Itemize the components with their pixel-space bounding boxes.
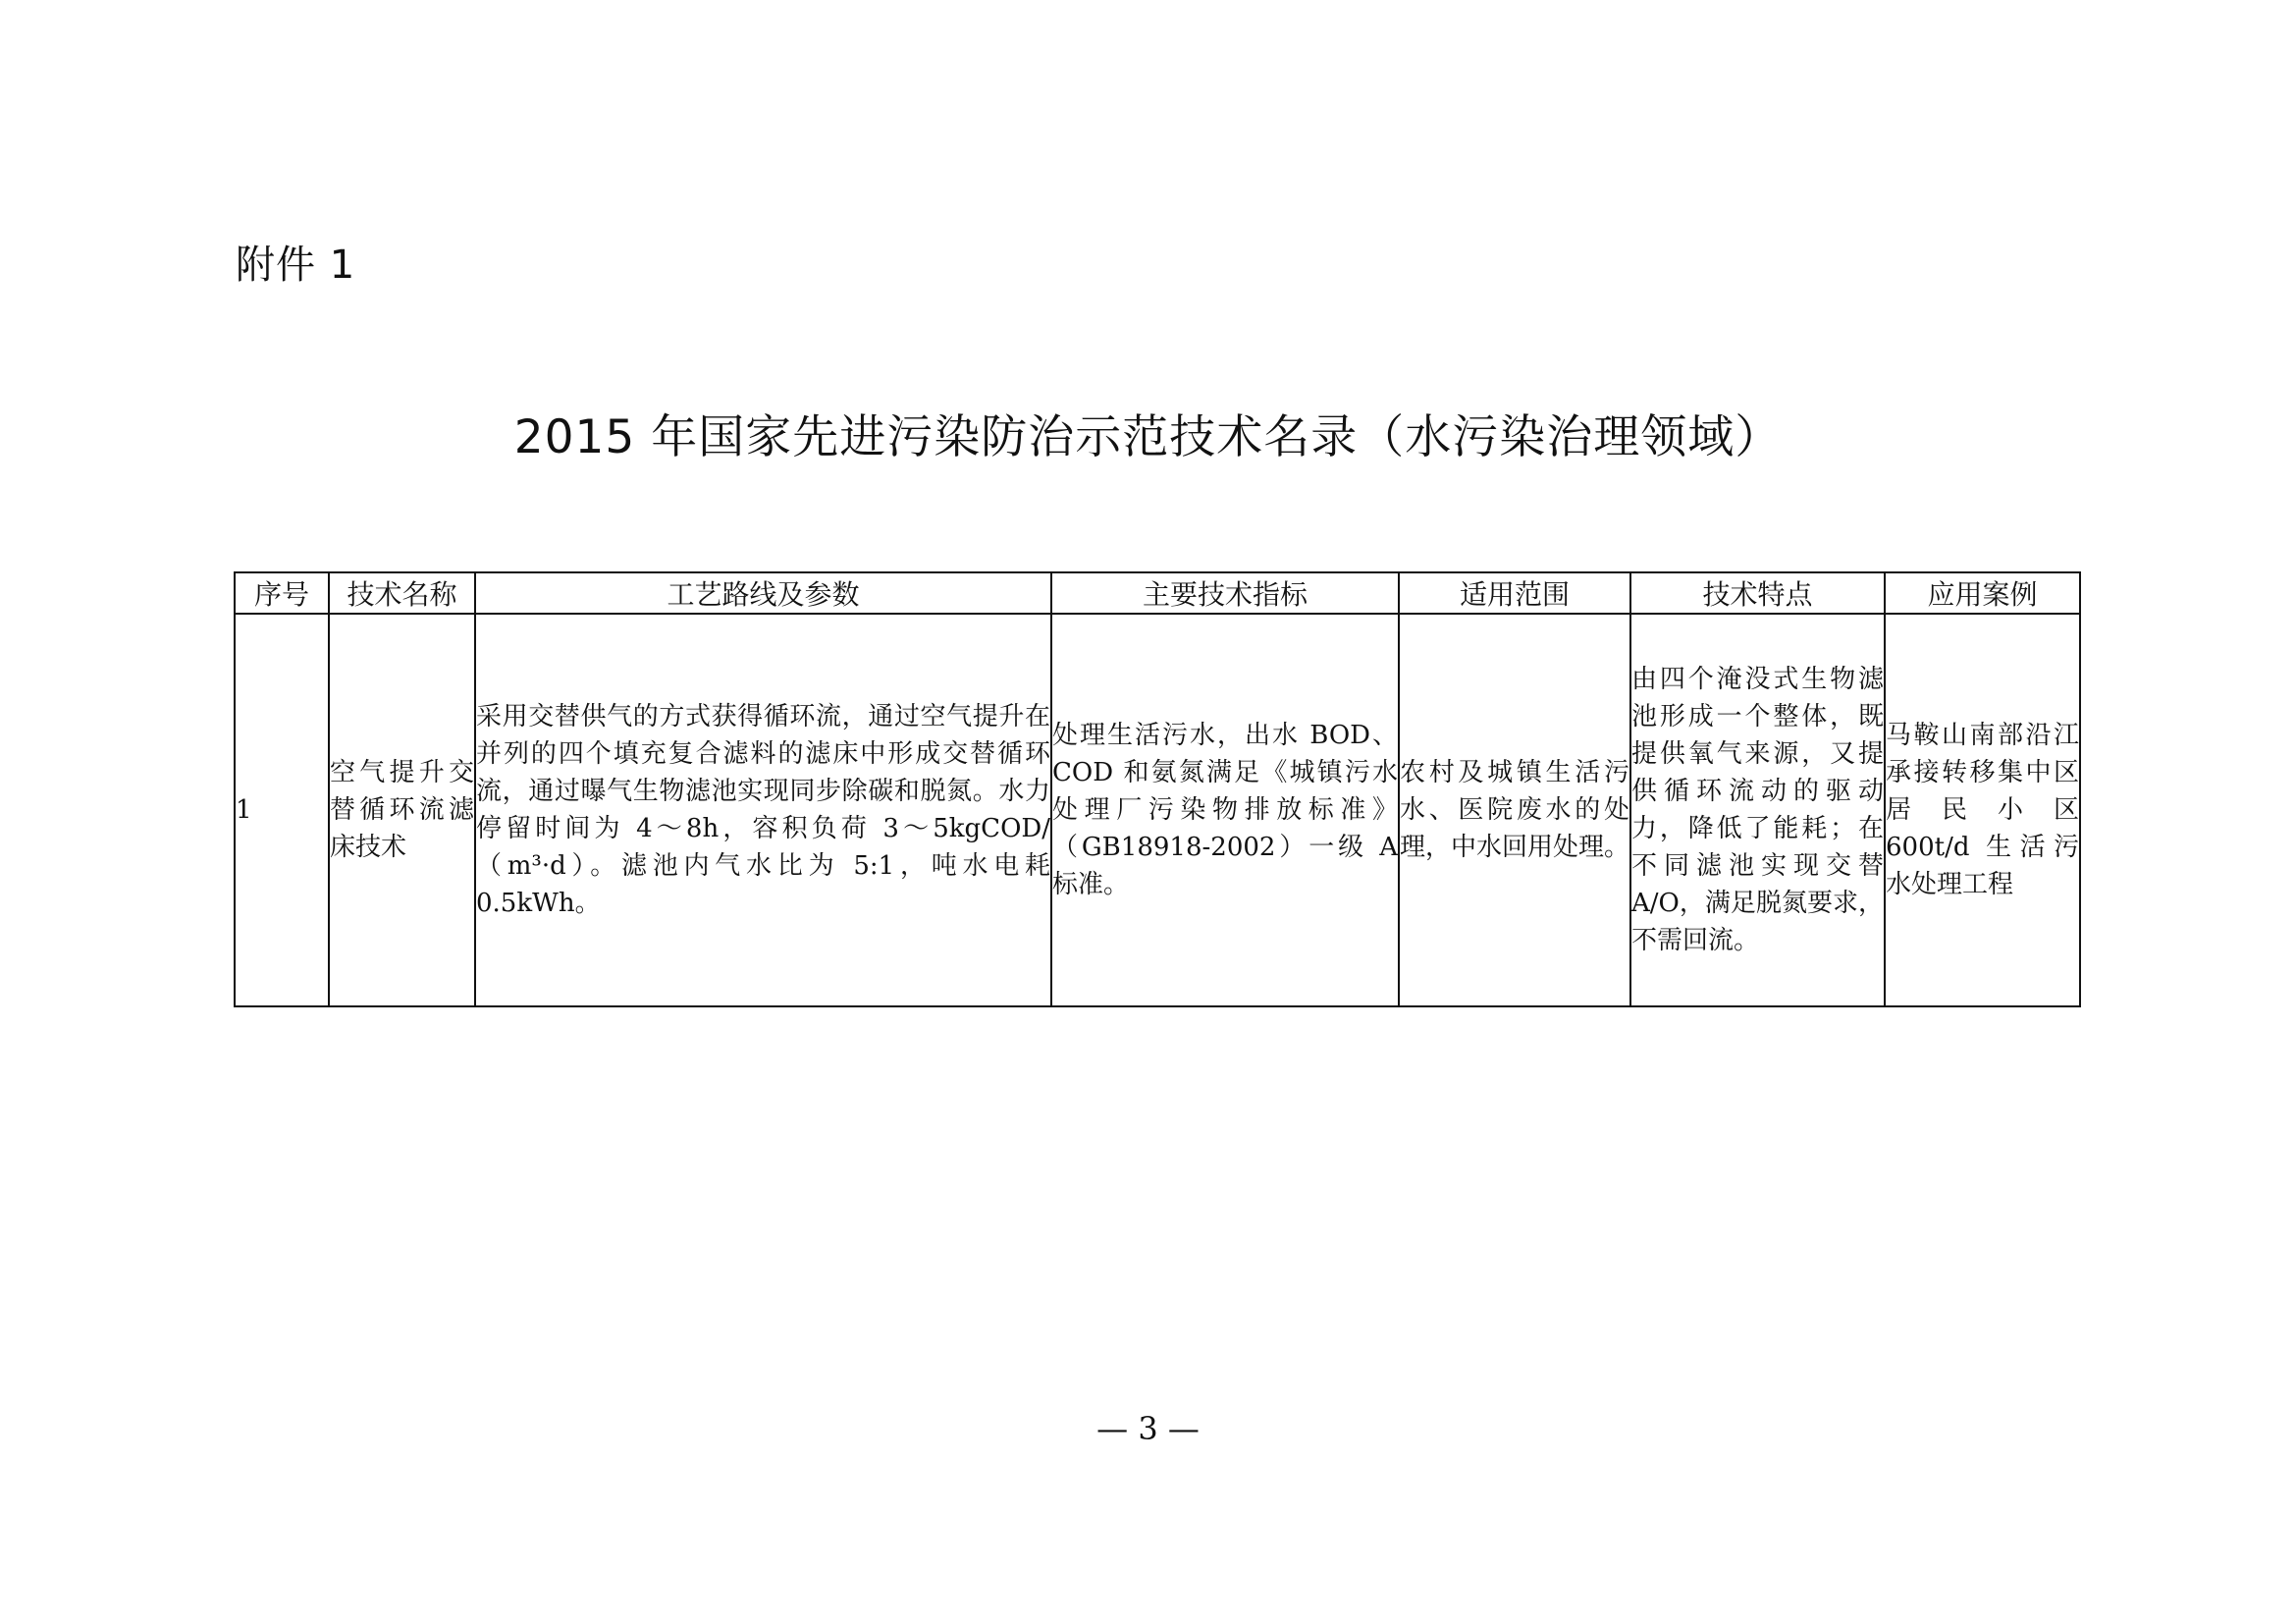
header-process: 工艺路线及参数: [475, 572, 1051, 614]
header-seq: 序号: [235, 572, 329, 614]
document-title: 2015 年国家先进污染防治示范技术名录（水污染治理领域）: [513, 410, 1783, 464]
header-index: 主要技术指标: [1051, 572, 1399, 614]
header-feature: 技术特点: [1630, 572, 1885, 614]
header-case: 应用案例: [1885, 572, 2080, 614]
cell-feature: 由四个淹没式生物滤池形成一个整体，既提供氧气来源，又提供循环流动的驱动力，降低了能耗；在不同滤池实现交替 A/O，满足脱氮要求，不需回流。: [1630, 614, 1885, 1006]
table-header-row: [235, 572, 2080, 614]
table-row: [235, 614, 2080, 1006]
cell-name: 空气提升交替循环流滤床技术: [329, 614, 475, 1006]
cell-scope: 农村及城镇生活污水、医院废水的处理，中水回用处理。: [1399, 614, 1630, 1006]
header-scope: 适用范围: [1399, 572, 1630, 614]
header-name: 技术名称: [329, 572, 475, 614]
cell-seq: 1: [235, 614, 329, 1006]
cell-index: 处理生活污水，出水 BOD、COD 和氨氮满足《城镇污水处理厂污染物排放标准》（GB18918-2002）一级 A 标准。: [1051, 614, 1399, 1006]
attachment-label: 附件 1: [236, 243, 356, 288]
cell-case: 马鞍山南部沿江承接转移集中区居民小区 600t/d 生活污水处理工程: [1885, 614, 2080, 1006]
page-number: — 3 —: [1096, 1410, 1200, 1447]
cell-process: 采用交替供气的方式获得循环流，通过空气提升在并列的四个填充复合滤料的滤床中形成交替循环流，通过曝气生物滤池实现同步除碳和脱氮。水力停留时间为 4～8h，容积负荷 3～5kgCOD/（m³·d）。滤池内气水比为 5:1，吨水电耗 0.5kWh。: [475, 614, 1051, 1006]
technology-table: [234, 571, 2081, 1007]
